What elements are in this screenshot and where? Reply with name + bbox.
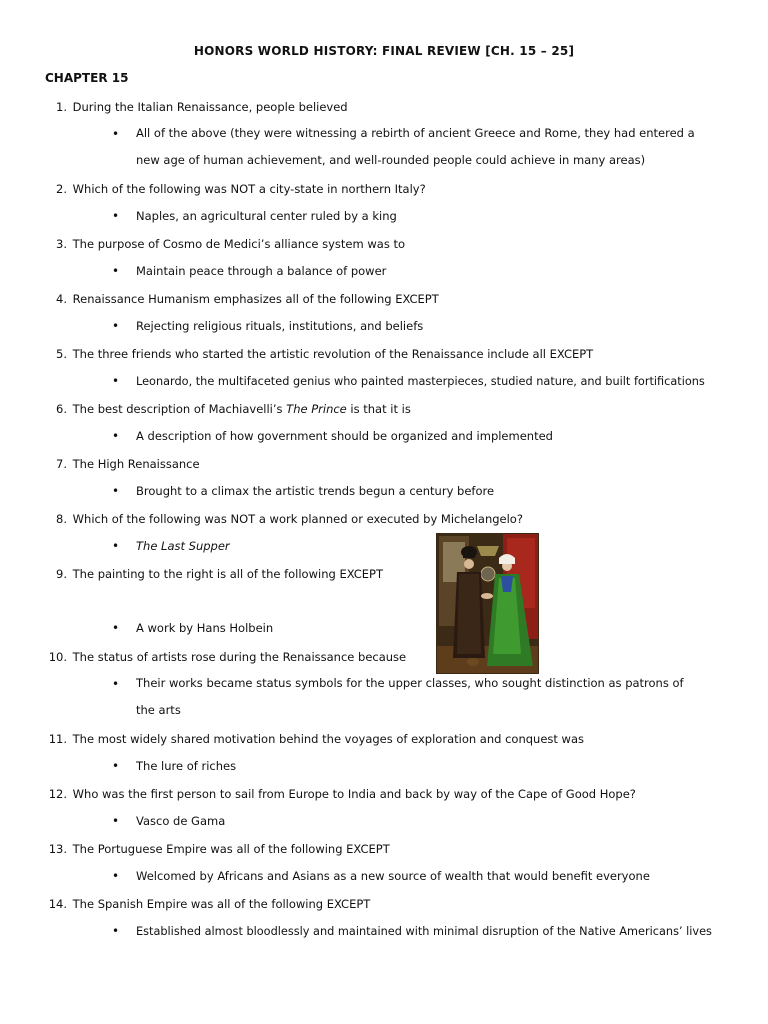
question-text: During the Italian Renaissance, people believed: [72, 100, 348, 114]
answer-12: Vasco de Gama: [136, 814, 226, 828]
bullet-icon: •: [112, 814, 120, 828]
question-4: [45, 291, 439, 307]
answer-8: The Last Supper: [136, 539, 230, 553]
answer-7: Brought to a climax the artistic trends begun a century before: [136, 484, 495, 498]
question-number: 8.: [56, 512, 67, 526]
question-text: The status of artists rose during the Renaissance because: [72, 650, 407, 664]
page-title: HONORS WORLD HISTORY: FINAL REVIEW [CH. 15 – 25]: [193, 44, 575, 58]
answer-13: Welcomed by Africans and Asians as a new source of wealth that would benefit everyone: [136, 869, 650, 883]
chapter-heading: CHAPTER 15: [45, 71, 129, 85]
book-title: The Prince: [286, 402, 347, 416]
question-number: 3.: [56, 237, 67, 251]
bullet-icon: •: [112, 677, 120, 691]
answer-10: Their works became status symbols for the upper classes, who sought distinction as patrons of the arts: [136, 676, 684, 717]
answer-4: Rejecting religious rituals, institutions, and beliefs: [136, 319, 424, 333]
answer-3: Maintain peace through a balance of power: [136, 264, 387, 278]
question-number: 9.: [56, 567, 67, 581]
answer-1: All of the above (they were witnessing a rebirth of ancient Greece and Rome, they had entered a new age of human achievement, and well-rounded people could achieve in many areas): [136, 126, 695, 167]
question-number: 12.: [48, 787, 67, 801]
question-number: 13.: [48, 842, 67, 856]
bullet-icon: •: [112, 869, 120, 883]
question-text: The Spanish Empire was all of the following EXCEPT: [72, 897, 371, 911]
answer-2: Naples, an agricultural center ruled by a king: [136, 209, 397, 223]
question-12: [45, 786, 636, 802]
bullet-icon: •: [112, 374, 120, 388]
question-text-after: is that it is: [346, 402, 411, 416]
question-7: [45, 456, 200, 472]
question-11: [45, 731, 584, 747]
bullet-icon: •: [112, 209, 120, 223]
question-6: [45, 401, 411, 417]
question-number: 2.: [56, 182, 67, 196]
question-number: 6.: [56, 402, 67, 416]
question-text: Who was the first person to sail from Europe to India and back by way of the Cape of Good Hope?: [72, 787, 636, 801]
bullet-icon: •: [112, 621, 120, 635]
answer-11: The lure of riches: [136, 759, 237, 773]
question-14: [45, 896, 370, 912]
bullet-icon: •: [112, 484, 120, 498]
question-9: [45, 566, 383, 582]
question-number: 14.: [48, 897, 67, 911]
answer-9: A work by Hans Holbein: [136, 621, 274, 635]
painting-image: [436, 533, 539, 674]
bullet-icon: •: [112, 319, 120, 333]
question-text: Which of the following was NOT a city-state in northern Italy?: [72, 182, 426, 196]
question-3: [45, 236, 405, 252]
question-text-before: The best description of Machiavelli’s: [72, 402, 287, 416]
question-text: The High Renaissance: [72, 457, 200, 471]
answer-14: Established almost bloodlessly and maintained with minimal disruption of the Native Americans’ lives: [136, 925, 712, 938]
question-5: [45, 346, 593, 362]
question-text: Renaissance Humanism emphasizes all of the following EXCEPT: [72, 292, 439, 306]
question-number: 10.: [48, 650, 67, 664]
question-text: The painting to the right is all of the following EXCEPT: [72, 567, 384, 581]
question-text: The three friends who started the artistic revolution of the Renaissance include all EXCEPT: [72, 347, 594, 361]
question-1: [45, 99, 348, 115]
bullet-icon: •: [112, 924, 120, 938]
question-text: The Portuguese Empire was all of the following EXCEPT: [72, 842, 390, 856]
bullet-icon: •: [112, 264, 120, 278]
question-number: 4.: [56, 292, 67, 306]
question-number: 7.: [56, 457, 67, 471]
bullet-icon: •: [112, 127, 120, 141]
question-number: 11.: [48, 732, 67, 746]
question-text: Which of the following was NOT a work planned or executed by Michelangelo?: [72, 512, 523, 526]
answer-6: A description of how government should be organized and implemented: [136, 429, 553, 443]
question-2: [45, 181, 426, 197]
answer-5: Leonardo, the multifaceted genius who painted masterpieces, studied nature, and built fortifications: [136, 375, 705, 388]
question-text: The most widely shared motivation behind the voyages of exploration and conquest was: [72, 732, 584, 746]
question-13: [45, 841, 390, 857]
bullet-icon: •: [112, 539, 120, 553]
question-number: 5.: [56, 347, 67, 361]
bullet-icon: •: [112, 429, 120, 443]
arnolfini-portrait-icon: [437, 534, 538, 673]
question-8: [45, 511, 523, 527]
question-text: The purpose of Cosmo de Medici’s alliance system was to: [72, 237, 406, 251]
question-number: 1.: [56, 100, 67, 114]
question-10: [45, 649, 406, 665]
bullet-icon: •: [112, 759, 120, 773]
